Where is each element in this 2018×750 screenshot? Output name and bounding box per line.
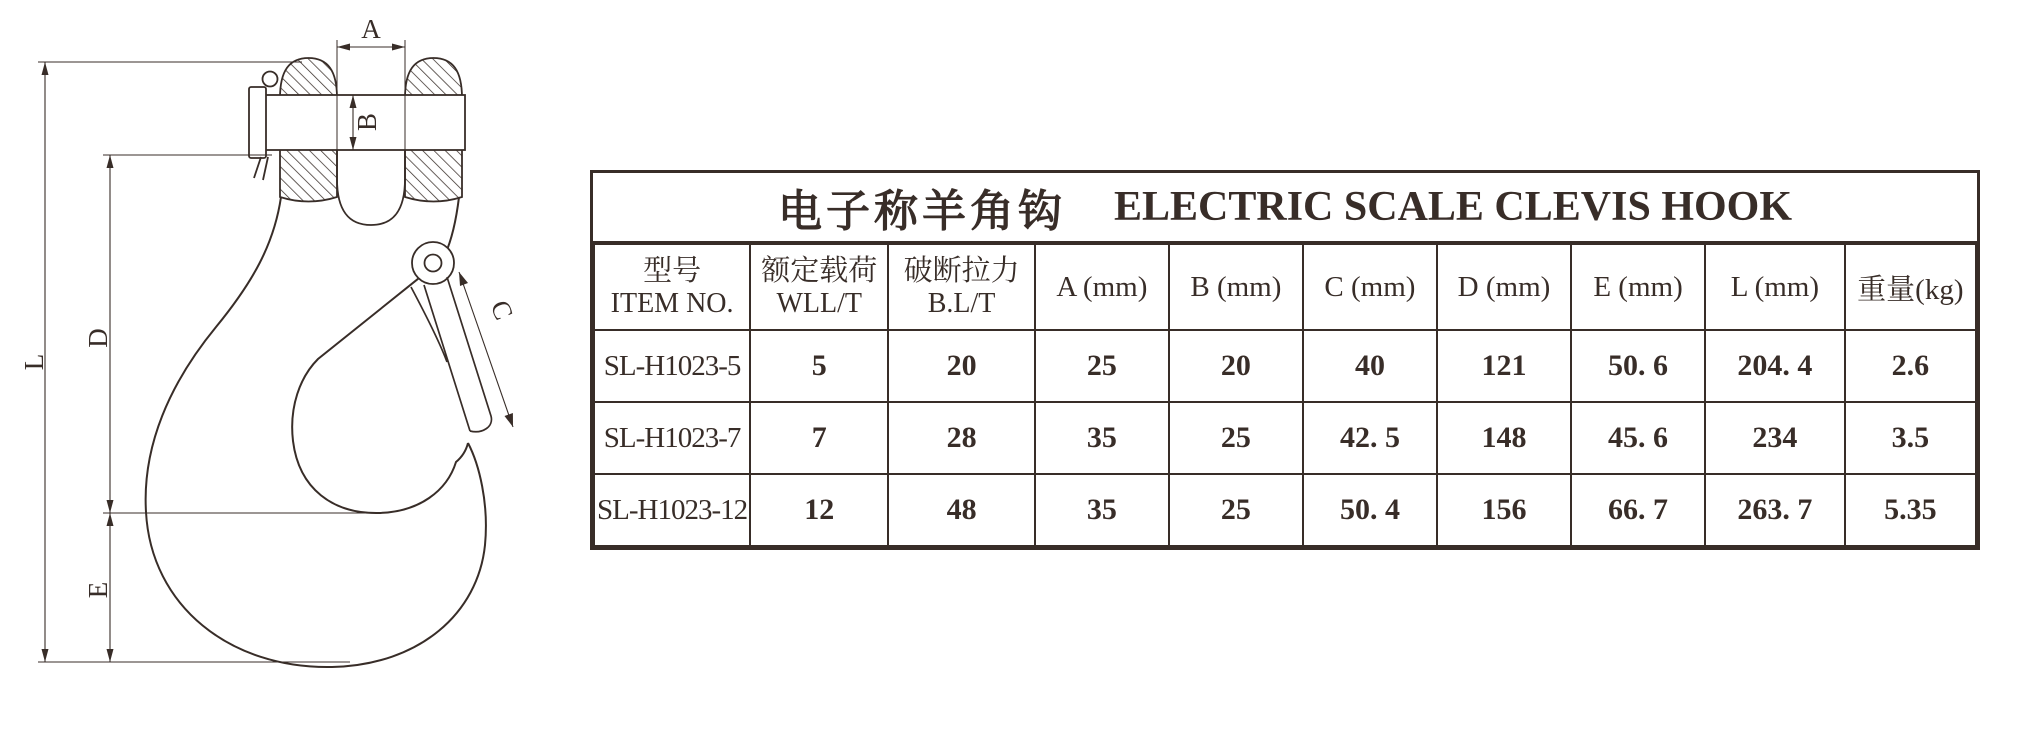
cell-b: 25 (1169, 474, 1303, 546)
latch (411, 277, 491, 432)
cell-b: 20 (1169, 330, 1303, 402)
col-header-bl (888, 244, 1034, 330)
cell-e: 45. 6 (1571, 402, 1705, 474)
cell-item-no: SL-H1023-7 (594, 402, 750, 474)
col-header-a: A (mm) (1035, 244, 1169, 330)
dim-a-arrow-left (337, 44, 350, 51)
spec-data-table (593, 243, 1977, 547)
cell-a: 25 (1035, 330, 1169, 402)
cell-item-no: SL-H1023-5 (594, 330, 750, 402)
col-header-e: E (mm) (1571, 244, 1705, 330)
dim-label-l: L (19, 353, 49, 371)
dim-l-arrow-bottom (42, 649, 49, 662)
cell-wll: 7 (750, 402, 888, 474)
cell-d: 121 (1437, 330, 1571, 402)
col-header-weight: 重量(kg) (1845, 244, 1976, 330)
header-row (594, 244, 1976, 330)
cell-item-no: SL-H1023-12 (594, 474, 750, 546)
dim-l-arrow-top (42, 62, 49, 75)
table-row (594, 402, 1976, 474)
cell-l: 234 (1705, 402, 1845, 474)
col-header-c: C (mm) (1303, 244, 1437, 330)
dim-label-a: A (361, 14, 381, 44)
col-header-l: L (mm) (1705, 244, 1845, 330)
header-zh: 破断拉力 (903, 255, 1020, 287)
cell-a: 35 (1035, 402, 1169, 474)
table-title-zh: 电子称羊角钩 (777, 187, 1066, 236)
header-en: B.L/T (927, 288, 996, 319)
dim-e-arrow-top (107, 513, 114, 526)
table-row (594, 474, 1976, 546)
cell-l: 204. 4 (1705, 330, 1845, 402)
header-zh: 额定载荷 (761, 255, 878, 287)
dim-e-arrow-bottom (107, 649, 114, 662)
dim-c-arrow-bottom (505, 413, 514, 427)
header-en: WLL/T (776, 288, 863, 319)
dim-label-e: E (83, 581, 113, 599)
dim-label-c: C (484, 296, 520, 324)
cell-d: 148 (1437, 402, 1571, 474)
dim-c-line (459, 272, 513, 427)
cell-l: 263. 7 (1705, 474, 1845, 546)
header-zh: 型号 (643, 255, 702, 287)
col-header-wll (750, 244, 888, 330)
clevis-hook-drawing (0, 0, 540, 750)
pin-head (249, 87, 266, 158)
cell-c: 42. 5 (1303, 402, 1437, 474)
dim-d-arrow-bottom (107, 500, 114, 513)
cell-weight: 3.5 (1845, 402, 1976, 474)
dim-d-arrow-top (107, 155, 114, 168)
dim-a-arrow-right (392, 44, 405, 51)
latch-pivot-inner (425, 255, 442, 272)
cell-weight: 2.6 (1845, 330, 1976, 402)
cotter-pin-legs (254, 157, 268, 180)
cell-bl: 48 (888, 474, 1034, 546)
cell-e: 66. 7 (1571, 474, 1705, 546)
dim-label-d: D (83, 328, 113, 348)
cell-bl: 28 (888, 402, 1034, 474)
cell-c: 40 (1303, 330, 1437, 402)
col-header-d: D (mm) (1437, 244, 1571, 330)
clevis-saddle (337, 150, 405, 225)
cell-b: 25 (1169, 402, 1303, 474)
table-title-row (593, 173, 1977, 243)
cell-wll: 12 (750, 474, 888, 546)
col-header-item-no (594, 244, 750, 330)
dim-c-arrow-top (459, 272, 468, 286)
cell-c: 50. 4 (1303, 474, 1437, 546)
spec-table (590, 170, 1980, 550)
cell-d: 156 (1437, 474, 1571, 546)
cell-bl: 20 (888, 330, 1034, 402)
cell-a: 35 (1035, 474, 1169, 546)
table-row (594, 330, 1976, 402)
table-title-en: ELECTRIC SCALE CLEVIS HOOK (1113, 184, 1792, 230)
dim-label-b: B (352, 112, 382, 132)
col-header-b: B (mm) (1169, 244, 1303, 330)
header-en: ITEM NO. (610, 288, 734, 319)
cell-e: 50. 6 (1571, 330, 1705, 402)
cotter-pin-ring (263, 72, 278, 87)
cell-weight: 5.35 (1845, 474, 1976, 546)
cell-wll: 5 (750, 330, 888, 402)
